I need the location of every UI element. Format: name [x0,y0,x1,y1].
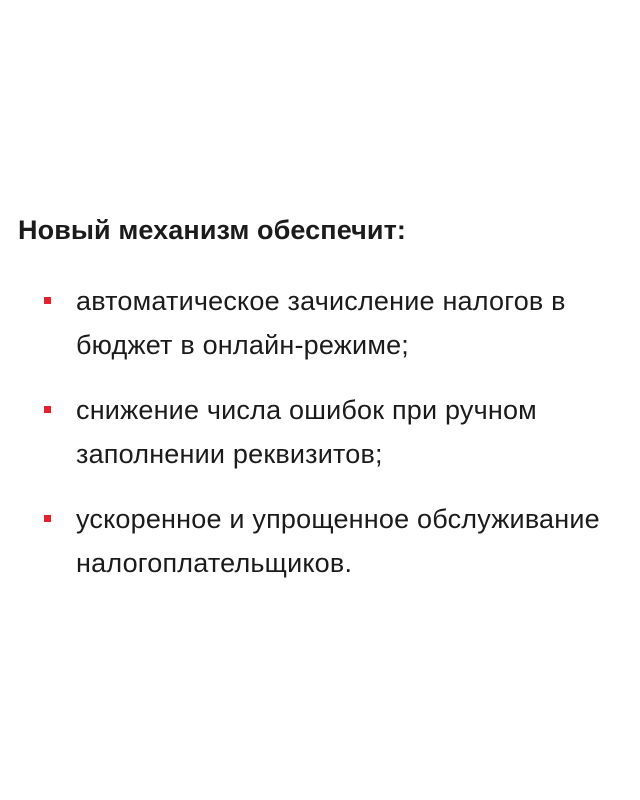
heading: Новый механизм обеспечит: [18,215,407,245]
benefits-list [18,279,628,585]
list-item [18,279,628,367]
document-body [18,208,628,606]
list-item-text: ускоренное и упрощенное обслуживание налогоплательщиков. [76,504,600,578]
list-item-text: снижение числа ошибок при ручном заполнении реквизитов; [76,395,537,469]
bullet-icon [44,406,51,413]
list-item-text: автоматическое зачисление налогов в бюджет в онлайн-режиме; [76,286,566,360]
list-item [18,388,628,476]
list-item [18,497,628,585]
bullet-icon [44,297,51,304]
bullet-icon [44,515,51,522]
